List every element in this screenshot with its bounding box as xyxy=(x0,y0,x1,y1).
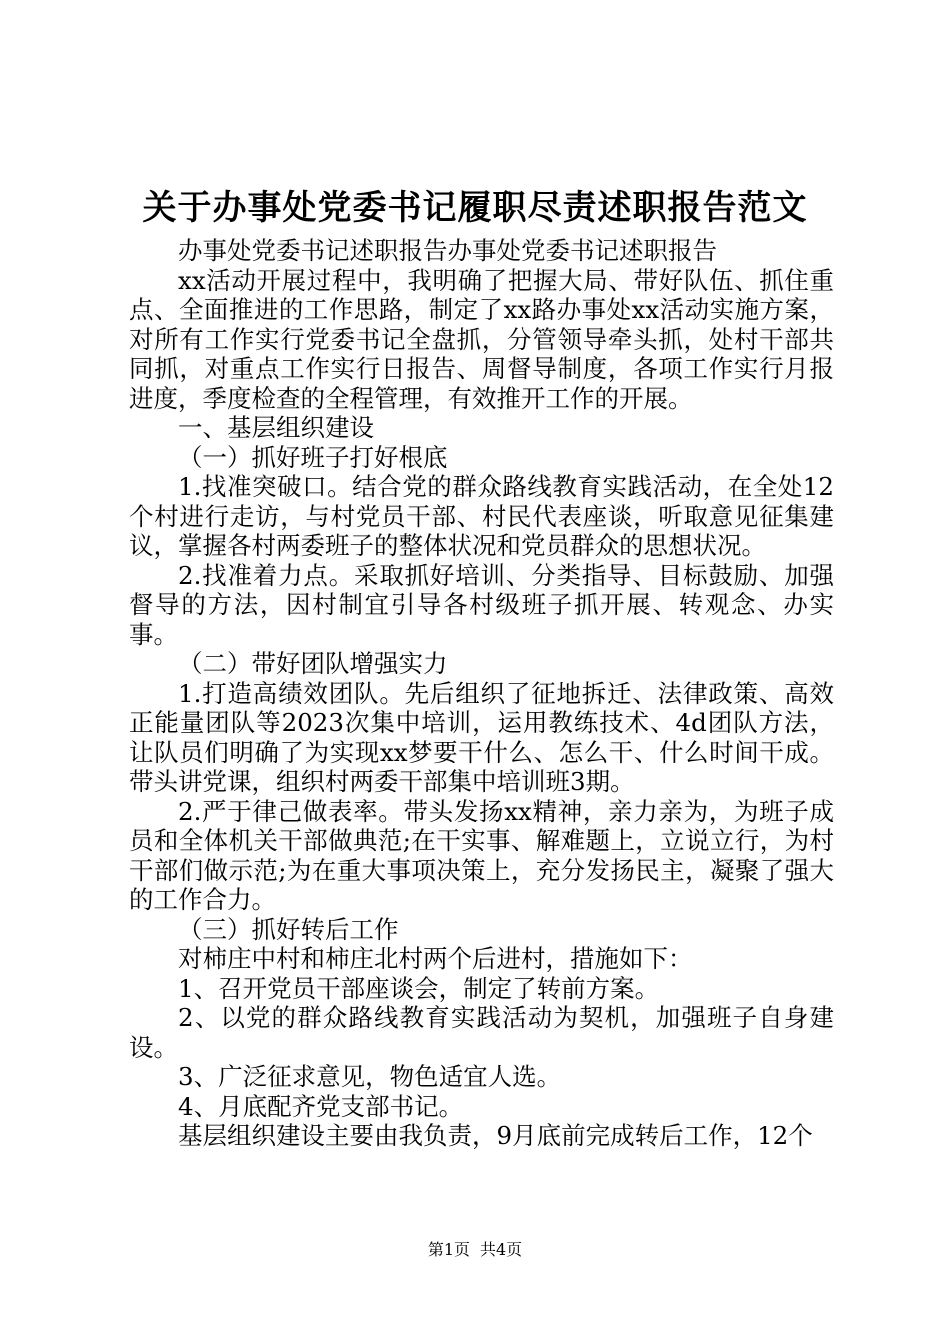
list-item: 2、以党的群众路线教育实践活动为契机，加强班子自身建设。 xyxy=(129,1003,834,1062)
subsection-heading: （三）抓好转后工作 xyxy=(178,914,399,944)
paragraph: xx活动开展过程中，我明确了把握大局、带好队伍、抓住重点、全面推进的工作思路，制定了xx路办事处xx活动实施方案，对所有工作实行党委书记全盘抓，分管领导牵头抓，处村干部共同抓，对重点工作实行日报告、周督导制度，各项工作实行月报进度，季度检查的全程管理，有效推开工作的开展。 xyxy=(129,265,834,413)
list-item: 4、月底配齐党支部书记。 xyxy=(178,1091,464,1121)
paragraph: 2.找准着力点。采取抓好培训、分类指导、目标鼓励、加强督导的方法，因村制宜引导各村级班子抓开展、转观念、办实事。 xyxy=(129,560,834,649)
section-heading: 一、基层组织建设 xyxy=(178,413,374,442)
subsection-heading: （二）带好团队增强实力 xyxy=(178,649,448,678)
paragraph: 办事处党委书记述职报告办事处党委书记述职报告 xyxy=(178,236,717,265)
document-body xyxy=(129,236,834,1151)
page-total: 共4页 xyxy=(480,1240,523,1259)
paragraph: 1.找准突破口。结合党的群众路线教育实践活动，在全处12个村进行走访，与村党员干部、村民代表座谈，听取意见征集建议，掌握各村两委班子的整体状况和党员群众的思想状况。 xyxy=(129,472,834,560)
paragraph: 1.打造高绩效团队。先后组织了征地拆迁、法律政策、高效正能量团队等2023次集中培训，运用教练技术、4d团队方法，让队员们明确了为实现xx梦要干什么、怎么干、什么时间干成。带头讲党课，组织村两委干部集中培训班3期。 xyxy=(129,678,834,796)
document-title: 关于办事处党委书记履职尽责述职报告范文 xyxy=(142,188,808,228)
paragraph: 2.严于律己做表率。带头发扬xx精神，亲力亲为，为班子成员和全体机关干部做典范;在干实事、解难题上，立说立行，为村干部们做示范;为在重大事项决策上，充分发扬民主，凝聚了强大的工作合力。 xyxy=(129,796,834,914)
paragraph: 对柿庄中村和柿庄北村两个后进村，措施如下： xyxy=(178,944,693,973)
paragraph: 基层组织建设主要由我负责，9月底前完成转后工作，12个 xyxy=(178,1121,813,1150)
page-number: 第1页 xyxy=(427,1240,470,1259)
subsection-heading: （一）抓好班子打好根底 xyxy=(178,442,448,472)
list-item: 1、召开党员干部座谈会，制定了转前方案。 xyxy=(178,973,660,1003)
list-item: 3、广泛征求意见，物色适宜人选。 xyxy=(178,1062,562,1091)
page-footer xyxy=(0,1240,950,1260)
